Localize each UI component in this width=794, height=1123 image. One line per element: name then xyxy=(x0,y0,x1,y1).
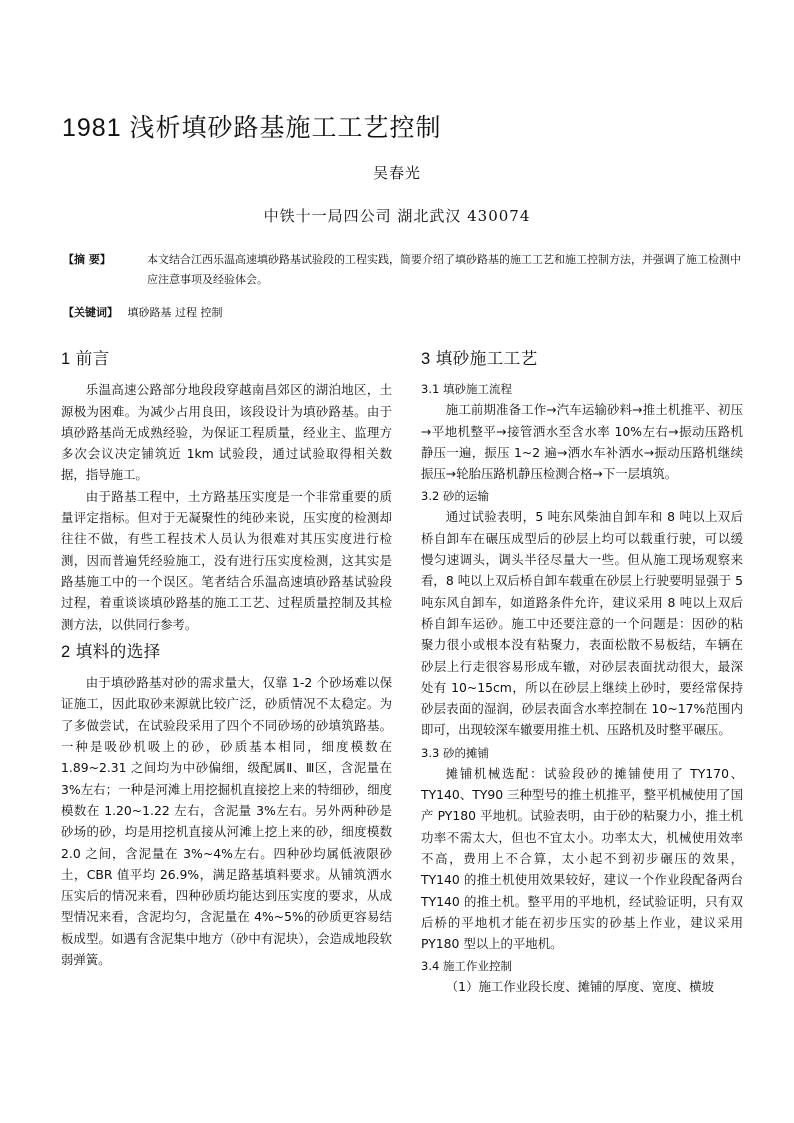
abstract xyxy=(63,250,743,290)
subsection-3-1-paragraph: 施工前期准备工作→汽车运输砂料→推土机推平、初压→平地机整平→接管洒水至含水率 10%左右→振动压路机静压一遍，振压 1~2 遍→洒水车补洒水→振动压路机继续振压→轮胎压路机静压检测合格→下一层填筑。 xyxy=(421,402,743,482)
author-name: 吴春光 xyxy=(372,164,421,182)
right-column xyxy=(421,345,743,998)
subsection-3-2-heading: 3.2 砂的运输 xyxy=(421,489,489,504)
author-affiliation: 中铁十一局四公司 湖北武汉 430074 xyxy=(263,207,531,225)
section-1-paragraph-2: 由于路基工程中，土方路基压实度是一个非常重要的质量评定指标。但对于无凝聚性的纯砂来说，压实度的检测却往往不做，有些工程技术人员认为很难对其压实度进行检测，因而普遍凭经验施工，没有进行压实度检测，这其实是路基施工中的一个误区。笔者结合乐温高速填砂路基试验段过程，着重谈谈填砂路基的施工工艺、过程质量控制及其检测方法，以供同行参考。 xyxy=(61,488,392,632)
subsection-3-1-heading: 3.1 填砂施工流程 xyxy=(421,382,512,397)
left-column xyxy=(61,345,392,970)
keywords-text: 填砂路基 过程 控制 xyxy=(127,306,223,319)
subsection-3-4-paragraph: （1）施工作业段长度、摊铺的厚度、宽度、横坡 xyxy=(445,979,714,995)
section-2-heading: 2 填料的选择 xyxy=(61,642,161,661)
section-1-paragraph-1: 乐温高速公路部分地段段穿越南昌郊区的湖泊地区，土源极为困难。为减少占用良田，该段设计为填砂路基。由于填砂路基尚无成熟经验，为保证工程质量，经业主、监理方多次会议决定铺筑近 1km 试验段，通过试验取得相关数据，指导施工。 xyxy=(61,382,392,483)
paper-title: 1981 浅析填砂路基施工工艺控制 xyxy=(62,114,442,142)
abstract-label: 【摘 要】 xyxy=(63,253,111,266)
abstract-text: 本文结合江西乐温高速填砂路基试验段的工程实践，简要介绍了填砂路基的施工工艺和施工控制方法，并强调了施工检测中应注意事项及经验体会。 xyxy=(147,253,741,286)
subsection-3-3-paragraph: 摊铺机械选配：试验段砂的摊铺使用了 TY170、TY140、TY90 三种型号的推土机推平，整平机械使用了国产 PY180 平地机。试验表明，由于砂的粘聚力小，推土机功率不需太大，但也不宜太小。功率太大，机械使用效率不高，费用上不合算，太小起不到初步碾压的效果，TY140 的推土机使用效果较好，建议一个作业段配备两台 TY140 的推土机。整平用的平地机，经试验证明，只有双后桥的平地机才能在初步压实的砂基上作业，建议采用 PY180 型以上的平地机。 xyxy=(421,765,743,952)
keywords xyxy=(63,303,223,323)
subsection-3-3-heading: 3.3 砂的摊铺 xyxy=(421,745,489,760)
section-3-heading: 3 填砂施工工艺 xyxy=(421,350,538,368)
section-1-heading: 1 前言 xyxy=(61,350,110,368)
section-2-paragraph-1: 由于填砂路基对砂的需求量大，仅靠 1-2 个砂场难以保证施工，因此取砂来源就比较广泛，砂质情况不太稳定。为了多做尝试，在试验段采用了四个不同砂场的砂填筑路基。一种是吸砂机吸上的砂，砂质基本相同，细度模数在 1.89~2.31 之间均为中砂偏细，级配属Ⅱ、Ⅲ区，含泥量在 3%左右；一种是河滩上用挖掘机直接挖上来的特细砂，细度模数在 1.20~1.22 左右，含泥量 3%左右。另外两种砂是砂场的砂，均是用挖机直接从河滩上挖上来的砂，细度模数 2.0 之间，含泥量在 3%~4%左右。四种砂均属低液限砂土，CBR 值平均 26.9%，满足路基填料要求。从铺筑洒水压实后的情况来看，四种砂质均能达到压实度的要求，从成型情况来看，含泥均匀，含泥量在 4%~5%的砂质更容易结板成型。如遇有含泥集中地方（砂中有泥块），会造成地段软弱弹簧。 xyxy=(61,675,392,968)
keywords-label: 【关键词】 xyxy=(63,306,118,319)
subsection-3-4-heading: 3.4 施工作业控制 xyxy=(421,959,512,974)
subsection-3-2-paragraph: 通过试验表明，5 吨东风柴油自卸车和 8 吨以上双后桥自卸车在碾压成型后的砂层上均可以载重行驶，可以缓慢匀速调头，调头半径尽量大一些。但从施工现场观察来看，8 吨以上双后桥自卸车载重在砂层上行驶要明显强于 5 吨东风自卸车，如道路条件允许，建议采用 8 吨以上双后桥自卸车运砂。施工中还要注意的一个问题是：因砂的粘聚力很小或根本没有粘聚力，表面松散不易板结，车辆在砂层上行走很容易形成车辙，对砂层表面扰动很大，最深处有 10~15cm，所以在砂层上继续上砂时，要经常保持砂层表面的湿润，砂层表面含水率控制在 10~17%范围内即可，出现较深车辙要用推土机、压路机及时整平碾压。 xyxy=(421,509,743,738)
